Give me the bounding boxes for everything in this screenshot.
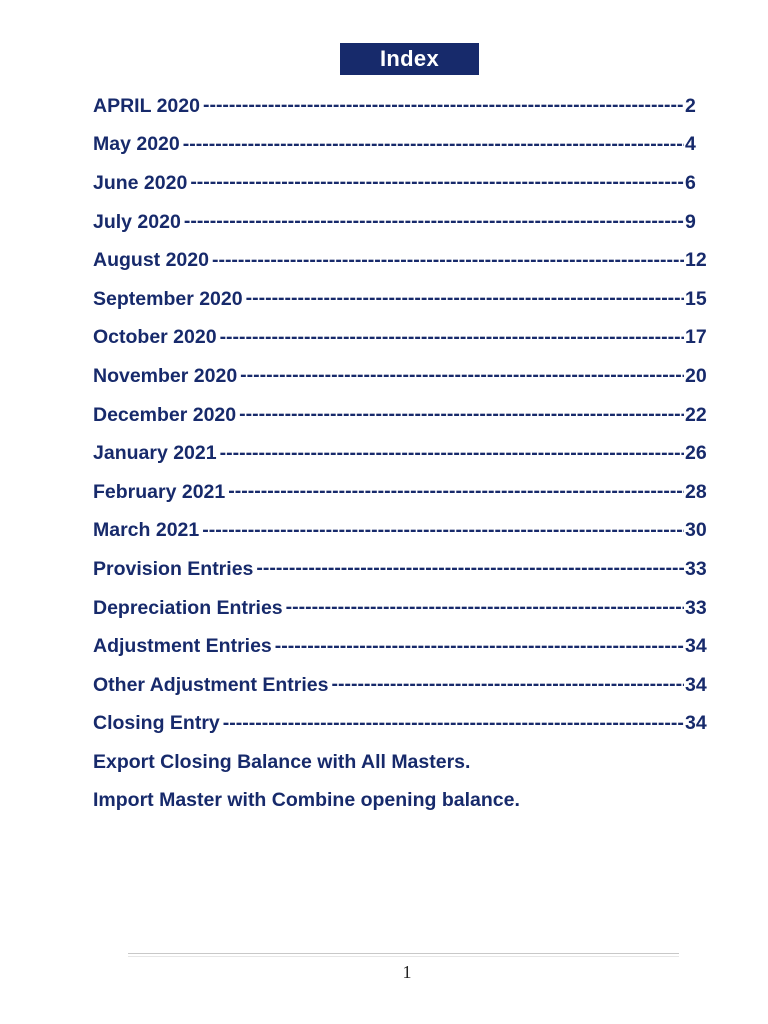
toc-entry-october-2020[interactable] [93,319,709,358]
footer-divider-shadow [128,956,679,957]
toc-entry-label: December 2020 [93,403,237,426]
toc-entry-page: 6 [685,171,696,194]
toc-leader-dots [203,94,684,118]
toc-leader-dots [202,519,684,543]
toc-entry-label: February 2021 [93,480,226,503]
toc-leader-dots [223,712,684,736]
toc-entry-export-closing-balance[interactable] [93,743,709,782]
toc-entry-label: November 2020 [93,364,238,387]
toc-entry-label: Other Adjustment Entries [93,673,329,696]
toc-entry-label: May 2020 [93,133,180,156]
toc-leader-dots [220,442,684,466]
toc-entry-provision-entries[interactable] [93,550,709,589]
toc-entry-page: 15 [685,287,707,310]
toc-leader-dots [246,287,684,311]
toc-entry-page: 17 [685,326,707,349]
index-title: Index [380,46,439,71]
toc-entry-august-2020[interactable] [93,241,709,280]
toc-entry-march-2021[interactable] [93,512,709,551]
toc-entry-page: 34 [685,635,707,658]
toc-entry-label: January 2021 [93,442,217,465]
toc-leader-dots [256,557,684,581]
toc-entry-page: 33 [685,557,707,580]
toc-entry-page: 28 [685,480,707,503]
toc-entry-label: APRIL 2020 [93,94,200,117]
toc-entry-label: Import Master with Combine opening balance. [93,789,520,812]
toc-leader-dots [228,480,684,504]
toc-entry-page: 12 [685,249,707,272]
toc-entry-september-2020[interactable] [93,280,709,319]
toc-entry-page: 33 [685,596,707,619]
toc-entry-label: Adjustment Entries [93,635,272,658]
toc-entry-july-2020[interactable] [93,203,709,242]
toc-entry-label: July 2020 [93,210,181,233]
toc-leader-dots [286,596,684,620]
toc-leader-dots [190,171,684,195]
toc-leader-dots [183,133,684,157]
page-number: 1 [402,962,412,982]
toc-entry-closing-entry[interactable] [93,705,709,744]
toc-entry-page: 22 [685,403,707,426]
toc-entry-february-2021[interactable] [93,473,709,512]
toc-leader-dots [239,403,684,427]
toc-leader-dots [331,673,684,697]
toc-entry-december-2020[interactable] [93,396,709,435]
toc-entry-label: June 2020 [93,171,188,194]
toc-entry-label: Export Closing Balance with All Masters. [93,750,471,773]
table-of-contents [93,87,709,820]
toc-leader-dots [184,210,684,234]
toc-entry-label: March 2021 [93,519,200,542]
toc-entry-label: Closing Entry [93,712,220,735]
toc-leader-dots [275,635,684,659]
toc-entry-label: Depreciation Entries [93,596,283,619]
toc-leader-dots [212,249,684,273]
toc-entry-other-adjustment-entries[interactable] [93,666,709,705]
toc-entry-page: 26 [685,442,707,465]
toc-entry-june-2020[interactable] [93,164,709,203]
toc-entry-january-2021[interactable] [93,434,709,473]
toc-entry-label: Provision Entries [93,557,254,580]
toc-entry-page: 2 [685,94,696,117]
toc-entry-april-2020[interactable] [93,87,709,126]
toc-entry-adjustment-entries[interactable] [93,627,709,666]
toc-entry-may-2020[interactable] [93,126,709,165]
toc-leader-dots [220,326,684,350]
footer-divider [128,953,679,954]
toc-entry-page: 20 [685,364,707,387]
toc-entry-import-master[interactable] [93,782,709,821]
toc-entry-november-2020[interactable] [93,357,709,396]
toc-entry-label: August 2020 [93,249,209,272]
toc-entry-depreciation-entries[interactable] [93,589,709,628]
index-title-banner [340,43,479,75]
toc-entry-page: 4 [685,133,696,156]
toc-entry-label: September 2020 [93,287,243,310]
toc-entry-label: October 2020 [93,326,217,349]
toc-entry-page: 9 [685,210,696,233]
toc-entry-page: 30 [685,519,707,542]
toc-entry-page: 34 [685,673,707,696]
toc-leader-dots [240,364,684,388]
toc-entry-page: 34 [685,712,707,735]
